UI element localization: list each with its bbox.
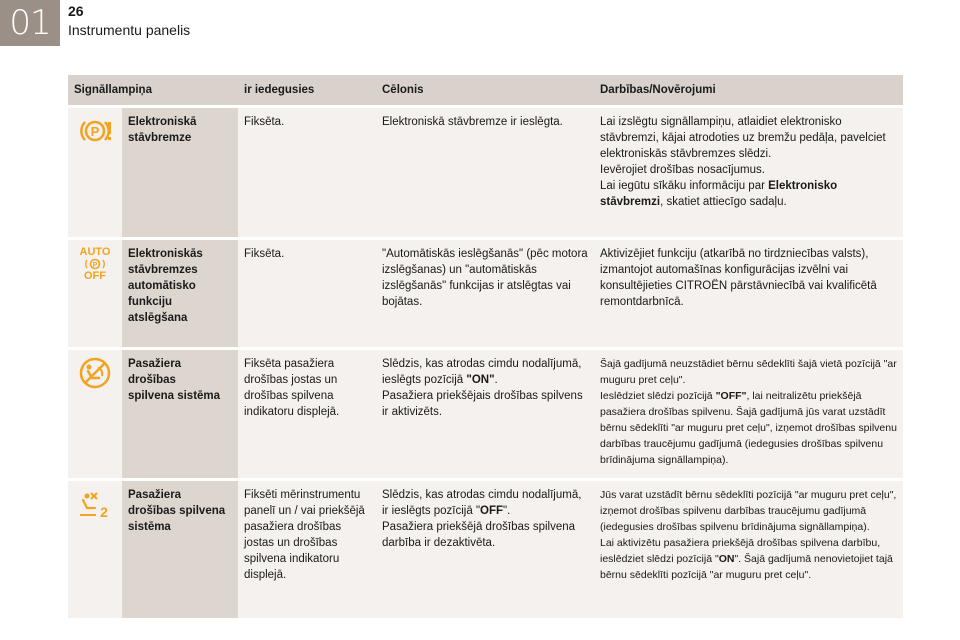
icon-cell [68, 480, 122, 618]
cause-text: Slēdzis, kas atrodas cimdu nodalījumā, ir ieslēgts pozīcijā "OFF". [382, 489, 582, 517]
action-cell [594, 107, 903, 239]
passenger-airbag-on-icon [78, 487, 112, 521]
name-cell [122, 349, 238, 480]
action-text: Lai aktivizētu pasažiera priekšējā drošības spilvena darbību, ieslēdziet slēdzi pozīcijā "ON". Šajā gadījumā nenovietojiet tajā bērnu sēdeklīti pozīcijā "ar muguru pret ceļu". [600, 537, 893, 581]
bold-text: "OFF" [715, 390, 747, 402]
name-line: automātisko [128, 280, 196, 292]
name-line: stāvbremzes [128, 264, 198, 276]
name-line: Elektroniskās [128, 248, 203, 260]
svg-text:2: 2 [100, 504, 108, 520]
column-header-signal: Signāllampiņa [68, 75, 238, 107]
state-cell: Fiksēta. [238, 239, 376, 349]
action-text: Lai izslēgtu signāllampiņu, atlaidiet elektronisko stāvbremzi, kājai atrodoties uz bremžu pedāļa, pavelciet elektroniskās stāvbremzes slēdzi. [600, 116, 886, 160]
column-header-actions: Darbības/Novērojumi [594, 75, 903, 107]
action-cell: Aktivizējiet funkciju (atkarībā no tirdzniecības valsts), izmantojot automašīnas konfigurācijas izvēlni vai konsultējieties CITROËN pārstāvniecībā vai kvalificētā remontdarbnīcā. [594, 239, 903, 349]
passenger-airbag-off-icon [78, 356, 112, 390]
table-header-row [68, 75, 903, 107]
name-line: Pasažiera [128, 358, 182, 370]
cause-cell [376, 349, 594, 480]
action-text: Ieslēdziet slēdzi pozīcijā "OFF", lai neitralizētu priekšējā pasažiera drošības spilvenu. Šajā gadījumā jūs varat uzstādīt bērnu sēdeklīti "ar muguru pret ceļu", izņemot drošības spilvenu darbības traucējumu gadījumā (iedegusies drošības spilvenu brīdinājuma signāllampiņa). [600, 390, 897, 466]
name-line: stāvbremze [128, 132, 192, 144]
action-text: Ievērojiet drošības nosacījumus. [600, 164, 765, 176]
state-cell: Fiksēti mērinstrumentu panelī un / vai priekšējā pasažiera drošības jostas un drošības spilvena indikatoru displejā. [238, 480, 376, 618]
page-number: 26 [68, 3, 84, 19]
name-line: drošības spilvena [128, 505, 226, 517]
table-row [68, 480, 903, 618]
cause-text: Pasažiera priekšējais drošības spilvens ir aktivizēts. [382, 390, 583, 418]
icon-cell [68, 349, 122, 480]
action-text: Jūs varat uzstādīt bērnu sēdeklīti pozīcijā "ar muguru pret ceļu", izņemot drošības spilvenu darbības traucējumu gadījumā (iedegusies drošības spilvenu brīdinājuma signāllampiņa). [600, 489, 897, 533]
svg-text:P: P [90, 124, 100, 139]
action-cell [594, 480, 903, 618]
name-line: sistēma [128, 521, 171, 533]
action-cell [594, 349, 903, 480]
name-cell [122, 480, 238, 618]
table-row [68, 239, 903, 349]
column-header-state: ir iedegusies [238, 75, 376, 107]
name-cell [122, 239, 238, 349]
name-line: funkciju [128, 296, 173, 308]
name-line: atslēgšana [128, 312, 188, 324]
cause-cell [376, 480, 594, 618]
column-header-cause: Cēlonis [376, 75, 594, 107]
auto-off-icon: AUTO P OFF [79, 246, 111, 282]
icon-cell [68, 239, 122, 349]
section-title: Instrumentu panelis [68, 22, 191, 38]
warning-lights-table [68, 75, 903, 618]
cause-text: Pasažiera priekšējā drošības spilvena darbība ir dezaktivēta. [382, 521, 576, 549]
bold-text: OFF [480, 505, 504, 517]
chapter-tab: 01 [0, 0, 60, 46]
action-text: Lai iegūtu sīkāku informāciju par Elektronisko stāvbremzi, skatiet attiecīgo sadaļu. [600, 180, 838, 208]
name-line: drošības [128, 374, 176, 386]
name-cell [122, 107, 238, 239]
action-text: Šajā gadījumā neuzstādiet bērnu sēdeklīti šajā vietā pozīcijā "ar muguru pret ceļu". [600, 358, 897, 386]
cause-cell: "Automātiskās ieslēgšanās" (pēc motora izslēgšanas) un "automātiskās izslēgšanās" funkcijas ir atslēgtas vai bojātas. [376, 239, 594, 349]
bold-text: Elektronisko stāvbremzi [600, 180, 838, 208]
state-cell: Fiksēta pasažiera drošības jostas un drošības spilvena indikatoru displejā. [238, 349, 376, 480]
state-cell: Fiksēta. [238, 107, 376, 239]
parking-brake-warning-icon [78, 114, 112, 148]
table-row [68, 349, 903, 480]
svg-text:P: P [92, 262, 98, 269]
bold-text: ON [718, 553, 735, 565]
cause-text: Slēdzis, kas atrodas cimdu nodalījumā, ieslēgts pozīcijā "ON". [382, 358, 582, 386]
name-line: spilvena sistēma [128, 390, 221, 402]
name-line: Pasažiera [128, 489, 182, 501]
cause-cell: Elektroniskā stāvbremze ir ieslēgta. [376, 107, 594, 239]
table-row [68, 107, 903, 239]
icon-cell [68, 107, 122, 239]
bold-text: "ON" [466, 374, 495, 386]
name-line: Elektroniskā [128, 116, 197, 128]
